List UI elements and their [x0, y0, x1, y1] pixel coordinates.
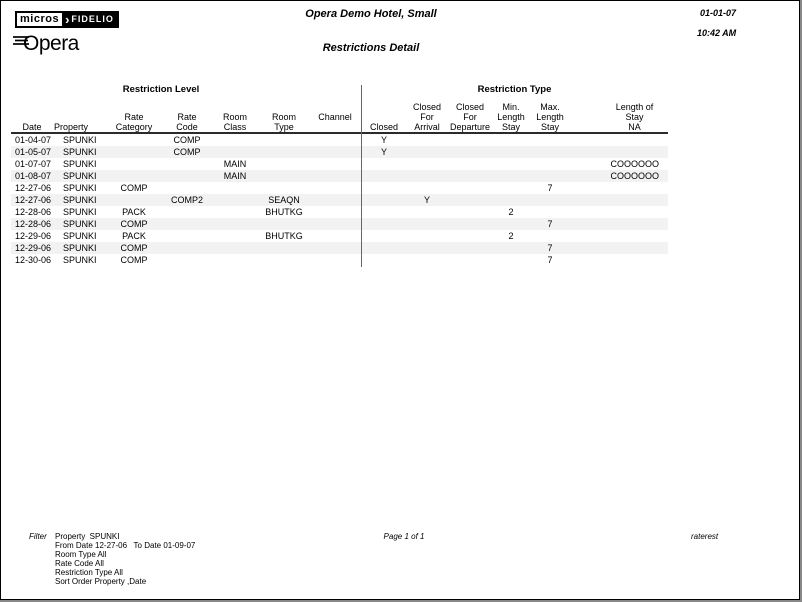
- cell-date: 12-28-06: [15, 219, 52, 229]
- filter-line: Property SPUNKI: [55, 532, 120, 541]
- column-header-max-length-stay: Max. Length Stay: [536, 102, 564, 132]
- section-titles-row: [11, 84, 668, 98]
- report-code: raterest: [691, 532, 719, 541]
- filter-lines: [55, 532, 195, 586]
- table-row: [11, 170, 668, 182]
- micros-logo-text: micros: [15, 11, 64, 28]
- cell-date: 01-05-07: [15, 147, 52, 157]
- table-row: [11, 194, 668, 206]
- filter-line: Restriction Type All: [55, 568, 123, 577]
- filter-line: Rate Code All: [55, 559, 104, 568]
- column-header-closed-for-departure: Closed For Departure: [449, 102, 491, 132]
- column-header-rate-code: Rate Code: [176, 112, 198, 132]
- arrow-icon: ›: [65, 11, 71, 27]
- cell-date: 12-29-06: [15, 231, 52, 241]
- cell-property: SPUNKI: [63, 207, 97, 217]
- cell-room-type: BHUTKG: [265, 231, 303, 241]
- column-header-closed-for-arrival: Closed For Arrival: [412, 102, 441, 132]
- fidelio-label: FIDELIO: [71, 14, 114, 24]
- table-body: [11, 134, 668, 266]
- cell-date: 12-29-06: [15, 243, 52, 253]
- section-title-restriction-type: Restriction Type: [477, 84, 552, 95]
- hotel-name: Opera Demo Hotel, Small: [305, 8, 437, 20]
- fidelio-logo-text: [64, 11, 119, 28]
- cell-min-length-stay: 2: [508, 207, 514, 217]
- cell-property: SPUNKI: [63, 147, 97, 157]
- section-divider-line: [361, 85, 362, 267]
- cell-property: SPUNKI: [63, 183, 97, 193]
- cell-min-length-stay: 2: [508, 231, 514, 241]
- table-row: [11, 158, 668, 170]
- cell-date: 12-28-06: [15, 207, 52, 217]
- cell-rate-category: COMP: [120, 183, 148, 193]
- cell-date: 01-07-07: [15, 159, 52, 169]
- filter-label: Filter: [29, 532, 47, 541]
- cell-property: SPUNKI: [63, 195, 97, 205]
- cell-rate-category: COMP: [120, 219, 148, 229]
- cell-rate-code: COMP2: [170, 195, 203, 205]
- cell-rate-category: PACK: [122, 207, 146, 217]
- opera-logo: [13, 29, 85, 55]
- opera-logo-text: Opera: [23, 32, 79, 55]
- report-time: 10:42 AM: [697, 28, 737, 38]
- table-row: [11, 242, 668, 254]
- restrictions-table: [11, 84, 668, 266]
- cell-rate-category: COMP: [120, 255, 148, 265]
- report-date: 01-01-07: [700, 8, 737, 18]
- table-row: [11, 218, 668, 230]
- column-header-channel: Channel: [318, 112, 352, 122]
- report-title: Restrictions Detail: [322, 42, 420, 54]
- cell-closed-for-arrival: Y: [423, 195, 430, 205]
- filter-line: From Date 12-27-06 To Date 01-09-07: [55, 541, 196, 550]
- cell-max-length-stay: 7: [547, 243, 553, 253]
- column-header-room-class: Room Class: [222, 112, 247, 132]
- cell-date: 12-30-06: [15, 255, 52, 265]
- cell-date: 01-08-07: [15, 171, 52, 181]
- cell-date: 01-04-07: [15, 135, 52, 145]
- table-row: [11, 182, 668, 194]
- cell-rate-code: COMP: [173, 147, 201, 157]
- column-header-length-of-stay-na: Length of Stay NA: [615, 102, 654, 132]
- cell-max-length-stay: 7: [547, 255, 553, 265]
- cell-property: SPUNKI: [63, 255, 97, 265]
- cell-rate-category: PACK: [122, 231, 146, 241]
- column-header-closed: Closed: [369, 122, 398, 132]
- section-title-restriction-level: Restriction Level: [122, 84, 200, 95]
- table-row: [11, 230, 668, 242]
- column-header-rate-category: Rate Category: [115, 112, 153, 132]
- cell-date: 12-27-06: [15, 195, 52, 205]
- table-row: [11, 146, 668, 158]
- cell-property: SPUNKI: [63, 171, 97, 181]
- cell-property: SPUNKI: [63, 159, 97, 169]
- filter-line: Room Type All: [55, 550, 107, 559]
- brand-block: [15, 9, 119, 55]
- cell-length-of-stay-na: COOOOOO: [610, 171, 659, 181]
- cell-room-type: SEAQN: [268, 195, 300, 205]
- column-header-room-type: Room Type: [271, 112, 296, 132]
- cell-room-class: MAIN: [223, 171, 247, 181]
- table-row: [11, 134, 668, 146]
- column-header-property: Property: [53, 122, 88, 132]
- filter-line: Sort Order Property ,Date: [55, 577, 147, 586]
- column-header-min-length-stay: Min. Length Stay: [497, 102, 525, 132]
- column-header-date: Date: [22, 122, 42, 132]
- cell-property: SPUNKI: [63, 243, 97, 253]
- cell-rate-code: COMP: [173, 135, 201, 145]
- cell-property: SPUNKI: [63, 231, 97, 241]
- cell-rate-category: COMP: [120, 243, 148, 253]
- cell-max-length-stay: 7: [547, 219, 553, 229]
- table-header-row: [11, 98, 668, 132]
- cell-closed: Y: [380, 135, 387, 145]
- cell-property: SPUNKI: [63, 219, 97, 229]
- cell-max-length-stay: 7: [547, 183, 553, 193]
- table-row: [11, 254, 668, 266]
- cell-property: SPUNKI: [63, 135, 97, 145]
- cell-room-class: MAIN: [223, 159, 247, 169]
- cell-room-type: BHUTKG: [265, 207, 303, 217]
- cell-length-of-stay-na: COOOOOO: [610, 159, 659, 169]
- cell-date: 12-27-06: [15, 183, 52, 193]
- micros-fidelio-logo: [15, 11, 119, 28]
- table-row: [11, 206, 668, 218]
- page-number: Page 1 of 1: [383, 532, 425, 541]
- cell-closed: Y: [380, 147, 387, 157]
